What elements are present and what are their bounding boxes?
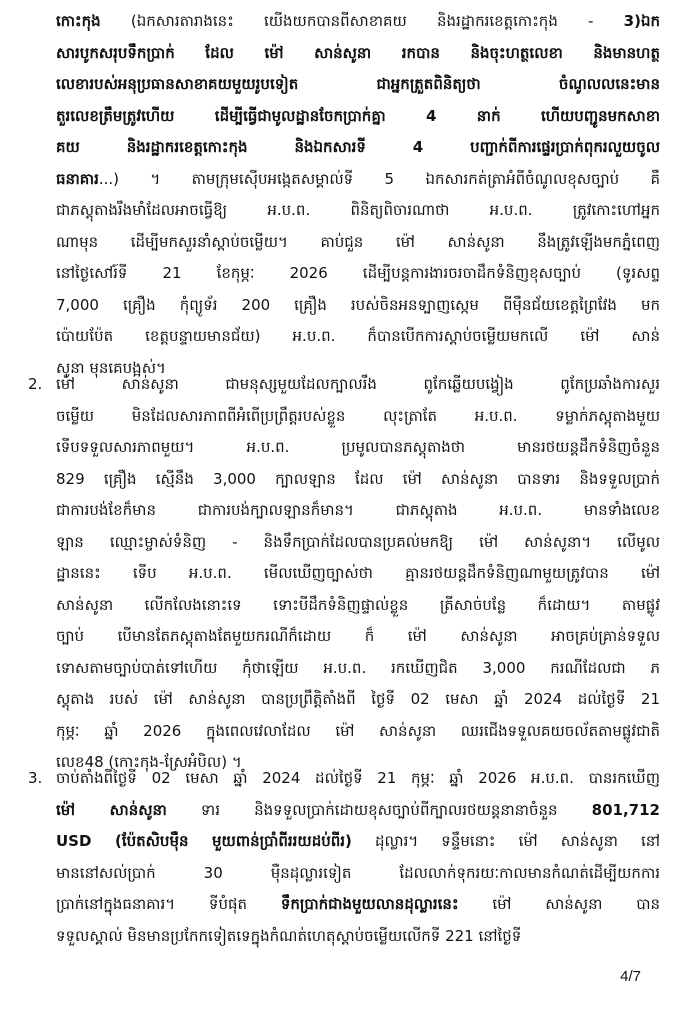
page-number: 4/7	[620, 968, 641, 985]
text-line	[56, 401, 660, 433]
text-run: ដុល្លារ។ ទន្ទឹមនោះ ម៉ៅ សាន់សូនា នៅ	[351, 832, 660, 850]
bold-text-run: លេខារបស់អនុប្រធានសាខាគយមួយរូបទៀត ជាអ្នកត្រួតពិនិត្យថា ចំណូលលនេះមាន	[56, 75, 660, 93]
bold-text-run: ទឹកប្រាក់ជាងមួយលានដុល្លារនេះ	[280, 895, 459, 913]
bold-text-run: សារបូកសរុបទឹកប្រាក់ ដែល ម៉ៅ សាន់សូនា រកបាន និងចុះហត្ថលេខា និងមានហត្ថ	[56, 43, 660, 62]
bold-text-run: គយ និងរដ្ឋាករខេត្តកោះកុង និងឯកសារទី 4 បញ្ជាក់ពីការផ្ទេរប្រាក់ពុករលួយចូល	[56, 138, 660, 156]
paragraph-2-number: 2.	[28, 375, 43, 393]
text-line	[56, 432, 660, 464]
text-line	[56, 527, 660, 559]
text-run: ទោសតាមច្បាប់បាត់ទៅហើយ កុំថាឡើយ អ.ប.ព. រកឃើញជិត 3,000 ករណីដែលជា ភ	[56, 658, 660, 677]
bold-text-run: ម៉ៅ សាន់សូនា	[56, 800, 167, 819]
text-line	[56, 653, 660, 685]
paragraph-3-number: 3.	[28, 769, 43, 787]
text-run: ណាមុន ដើម្បីមកសួរនាំស្តាប់ចម្លើយ។ គាប់ជួន ម៉ៅ សាន់សូនា នឹងត្រូវឡើងមកភ្នំពេញ	[56, 232, 660, 251]
text-run: ម៉ៅ សាន់សូនា បាន	[458, 895, 660, 913]
text-run: 7,000 គ្រឿង កុំព្យូទ័រ 200 គ្រឿង របស់ចិនអនទ្បាញស្កេម ពីម៉ឺនជ័យខេត្តព្រៃវែង មក	[56, 295, 660, 314]
text-run: ស្តុតាង របស់ ម៉ៅ សាន់សូនា បានប្រព្រឹត្តិតាំងពី ថ្ងៃទី 02 មេសា ឆ្នាំ 2024 ដល់ថ្ងៃទី 21	[56, 690, 660, 708]
paragraph-1	[56, 6, 660, 384]
text-run: ទើបទទួលសារភាពមួយ។ អ.ប.ព. ប្រមូលបានភស្តុតាងថា មានរថយន្តដឹកទំនិញចំនួន	[56, 438, 660, 456]
text-run: ជាភស្តុតាងរឹងមាំដែលអាចធ្វើឱ្យ អ.ប.ព. ពិនិត្យពិចារណាថា អ.ប.ព. ត្រូវកោះហៅអ្នក	[56, 201, 660, 219]
text-line	[56, 858, 660, 890]
text-run: មាននៅសល់ប្រាក់ 30 ម៉ឺនដុល្លារទៀត ដែលលាក់ទុករយៈកាលមានកំណត់ដើម្បីយកការ	[56, 863, 660, 882]
text-line	[56, 495, 660, 527]
text-run: ចាប់តាំងពីថ្ងៃទី 02 មេសា ឆ្នាំ 2024 ដល់ថ្ងៃទី 21 កុម្ភៈ ឆ្នាំ 2026 អ.ប.ព. បានរកឃើញ	[56, 769, 660, 787]
text-run: កុម្ភៈ ឆ្នាំ 2026 ក្នុងពេលវេលាដែល ម៉ៅ សាន់សូនា ឈរជើងទទួលគយចល័តតាមផ្លូវជាតិ	[56, 721, 660, 740]
text-line	[56, 590, 660, 622]
text-line	[56, 889, 660, 921]
text-line	[56, 684, 660, 716]
text-line	[56, 369, 660, 401]
text-line	[56, 321, 660, 353]
text-run: ...) ។ តាមក្រុមស៊ើបអង្កេតសម្គាល់ទី 5 ឯកសារកត់ត្រាអំពីចំណូលខុសច្បាប់ គឺ	[98, 169, 660, 188]
text-line	[56, 101, 660, 133]
text-line	[56, 69, 660, 101]
text-line	[56, 795, 660, 827]
bold-text-run: 801,712	[591, 800, 660, 819]
text-line	[56, 132, 660, 164]
bold-text-run: កោះកុង	[56, 12, 101, 30]
bold-text-run: តួរលេខត្រឹមត្រូវហើយ ដើម្បីធ្វើជាមូលដ្ឋានចែកប្រាក់គ្នា 4 នាក់ ហើយបញ្ជូនមកសាខា	[56, 106, 660, 125]
text-run: នៅថ្ងៃសៅរ៍ទី 21 ខែកុម្ភៈ 2026 ដើម្បីបន្តការងារចរចាដឹកទំនិញខុសច្បាប់ (ទូរសព្ទ	[56, 264, 660, 282]
text-run: ប្រាក់នៅក្នុងធនាគារ។ ទីបំផុត	[56, 895, 281, 913]
text-run: ទទួលស្គាល់ មិនមានប្រកែកទៀតទេក្នុងកំណត់ហេតុស្តាប់ចម្លើយលើកទី 221 នៅថ្ងៃទី	[56, 926, 522, 945]
text-line	[56, 290, 660, 322]
text-line	[56, 558, 660, 590]
text-line	[56, 921, 660, 953]
text-run: ទារ និងទទួលប្រាក់ដោយខុសច្បាប់ពីក្បាលរថយន្តនានាចំនួន	[166, 800, 592, 819]
text-line	[56, 763, 660, 795]
text-line	[56, 38, 660, 70]
text-run: 829 គ្រឿង ស្មើនឹង 3,000 ក្បាលឡាន ដែល ម៉ៅ សាន់សូនា បានទារ និងទទួលប្រាក់	[56, 469, 660, 488]
text-line	[56, 6, 660, 38]
text-run: ដ្ឋាននេះ ទើប អ.ប.ព. មើលឃើញច្បាស់ថា គ្មានរថយន្តដឹកទំនិញណាមួយត្រូវបាន ម៉ៅ	[56, 564, 660, 582]
text-line	[56, 826, 660, 858]
text-run: ឡាន ឈ្មោះម្ចាស់ទំនិញ - និងទឹកប្រាក់ដែលបានប្រគល់មកឱ្យ ម៉ៅ សាន់សូនា។ លើមូល	[56, 532, 660, 551]
bold-text-run: USD (ប៉ែតសិបម៉ឺន មួយពាន់ប្រាំពីររយដប់ពីរ)	[56, 832, 352, 850]
text-line	[56, 464, 660, 496]
text-line	[56, 258, 660, 290]
paragraph-3	[56, 763, 660, 952]
text-run: (ឯកសារតារាងនេះ យើងយកបានពីសាខាគយ និងរដ្ឋាករខេត្តកោះកុង -	[100, 12, 624, 30]
text-run: ម៉ៅ សាន់សូនា ជាមនុស្សមួយដែលក្បាលរឹង ពូកែឆ្លើយបង្វៀង ពូកែប្រឆាំងការសួរ	[56, 375, 660, 393]
bold-text-run: ធនាគារ	[56, 169, 99, 188]
text-run: សូនា មុនគេបង្អស់។	[56, 358, 166, 377]
text-line	[56, 164, 660, 196]
text-run: សាន់សូនា លើកលែងនោះទេ ទោះបីដឹកទំនិញផ្ទាល់ខ្លួន ត្រីសាច់បន្លែ ក៏ដោយ។ តាមផ្លូវ	[56, 595, 660, 614]
text-run: ជាការបង់ខែក៏មាន ជាការបង់ក្បាលឡានក៏មាន។ ជាភស្តុតាង អ.ប.ព. មានទាំងលេខ	[56, 501, 660, 519]
text-line	[56, 227, 660, 259]
text-run: ច្បាប់ បើមានតែភស្តុតាងតែមួយករណីក៏ដោយ ក៏ ម៉ៅ សាន់សូនា អាចគ្រប់គ្រាន់ទទួល	[56, 627, 660, 645]
text-line	[56, 621, 660, 653]
text-line	[56, 195, 660, 227]
text-run: ប៉ោយប៉ែត ខេត្តបន្ទាយមានជ័យ) អ.ប.ព. ក៏បានបើកការស្តាប់ចម្លើយមកលើ ម៉ៅ សាន់	[56, 327, 660, 345]
text-line	[56, 716, 660, 748]
text-run: ចម្លើយ មិនដែលសារភាពពីអំពើប្រព្រឹត្តរបស់ខ្លួន លុះត្រាតែ អ.ប.ព. ទម្លាក់ភស្តុតាងមួយ	[56, 406, 660, 425]
paragraph-2	[56, 369, 660, 779]
text-run: លេខ48 (កោះកុង-ស្រែអំបិល) ។	[56, 753, 242, 771]
bold-text-run: 3)ឯក	[623, 12, 660, 30]
